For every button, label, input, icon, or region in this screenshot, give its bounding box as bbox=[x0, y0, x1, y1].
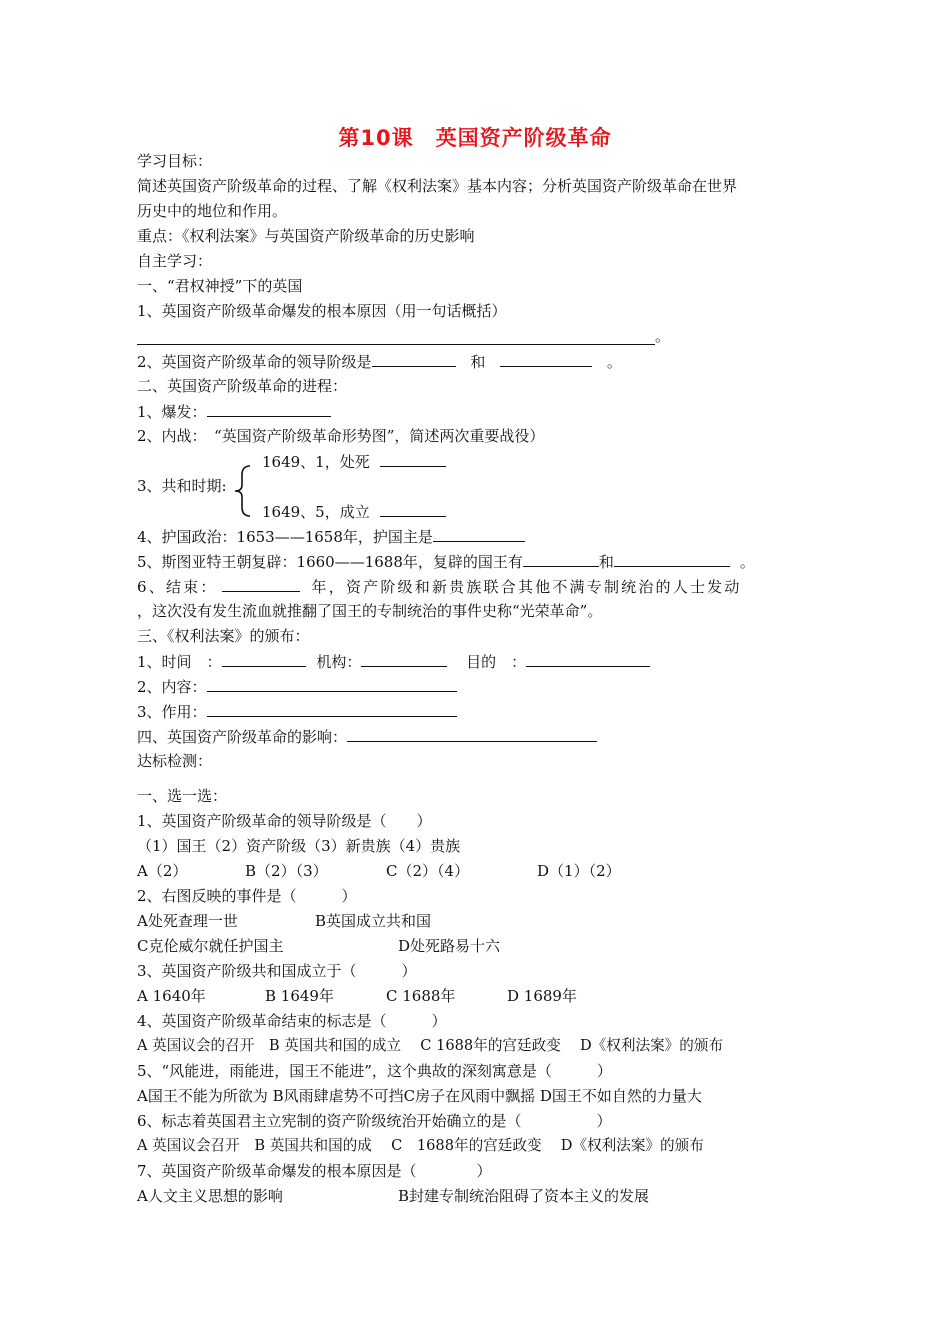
goals-text-1: 简述英国资产阶级革命的过程、了解《权利法案》基本内容；分析英国资产阶级革命在世界 bbox=[137, 177, 738, 195]
self-study-label: 自主学习： bbox=[137, 252, 213, 270]
s2-republic-top: 1649、1，处死 bbox=[262, 451, 446, 472]
answer-blank[interactable] bbox=[433, 526, 525, 542]
left-brace-icon bbox=[232, 465, 254, 517]
answer-blank[interactable] bbox=[207, 701, 457, 717]
section-4-title: 四、英国资产阶级革命的影响： bbox=[137, 726, 597, 747]
q4-options: A 英国议会的召开 B 英国共和国的成立 C 1688年的宫廷政变 D《权利法案》的颁布 bbox=[137, 1037, 724, 1054]
s2-republic-label: 3、共和时期: bbox=[137, 477, 227, 495]
answer-blank[interactable] bbox=[222, 651, 306, 667]
q7: 7、英国资产阶级革命爆发的根本原因是（ ） bbox=[137, 1162, 492, 1180]
s2-question-1: 1、爆发： bbox=[137, 401, 331, 422]
q4: 4、英国资产阶级革命结束的标志是（ ） bbox=[137, 1012, 447, 1030]
section-3-title: 三、《权利法案》的颁布： bbox=[137, 627, 310, 645]
answer-blank[interactable] bbox=[526, 651, 650, 667]
q5-options: A国王不能为所欲为 B风雨肆虐势不可挡C房子在风雨中飘摇 D国王不如自然的力量大 bbox=[137, 1087, 702, 1105]
q7-option-a: A人文主义思想的影响 bbox=[137, 1187, 283, 1205]
q2-option-a: A处死查理一世 bbox=[137, 912, 238, 930]
answer-blank[interactable] bbox=[380, 501, 446, 517]
q6: 6、标志着英国君主立宪制的资产阶级统治开始确立的是（ ） bbox=[137, 1112, 612, 1130]
s1-question-1-answer-line: 。 bbox=[655, 327, 671, 345]
s3-question-2: 2、内容： bbox=[137, 676, 457, 697]
q1-items: （1）国王（2）资产阶级（3）新贵族（4）贵族 bbox=[137, 837, 461, 855]
section-1-title: 一、“君权神授”下的英国 bbox=[137, 277, 303, 295]
s2-question-4: 4、护国政治：1653——1658年，护国主是 bbox=[137, 526, 525, 547]
q1-option-c: C（2）（4） bbox=[386, 862, 470, 880]
s2-republic-bottom: 1649、5，成立 bbox=[262, 501, 446, 522]
page-title: 第10课 英国资产阶级革命 bbox=[338, 126, 612, 150]
q1-option-d: D（1）（2） bbox=[537, 862, 621, 880]
s2-question-6: 6、结束： 年，资产阶级和新贵族联合其他不满专制统治的人士发动 bbox=[137, 578, 742, 596]
q6-options: A 英国议会召开 B 英国共和国的成 C 1688年的宫廷政变 D《权利法案》的颁布 bbox=[137, 1137, 704, 1154]
q2: 2、右图反映的事件是（ ） bbox=[137, 887, 357, 905]
q3-option-b: B 1649年 bbox=[265, 987, 334, 1005]
s1-question-1: 1、英国资产阶级革命爆发的根本原因（用一句话概括） bbox=[137, 302, 507, 320]
answer-blank[interactable] bbox=[523, 551, 599, 567]
q2-option-d: D处死路易十六 bbox=[398, 937, 501, 955]
test-label: 达标检测： bbox=[137, 752, 213, 770]
answer-blank[interactable] bbox=[500, 351, 592, 367]
answer-blank[interactable] bbox=[207, 401, 331, 417]
s2-question-6-cont: ，这次没有发生流血就推翻了国王的专制统治的事件史称“光荣革命”。 bbox=[137, 602, 603, 620]
s3-question-3: 3、作用： bbox=[137, 701, 457, 722]
choice-section-title: 一、选一选： bbox=[137, 787, 228, 805]
q7-option-b: B封建专制统治阻碍了资本主义的发展 bbox=[398, 1187, 650, 1205]
s1-answer-blank[interactable] bbox=[137, 344, 655, 345]
q1-option-a: A（2） bbox=[137, 862, 188, 880]
key-point: 重点：《权利法案》与英国资产阶级革命的历史影响 bbox=[137, 227, 475, 245]
answer-blank[interactable] bbox=[380, 451, 446, 467]
q2-option-b: B英国成立共和国 bbox=[315, 912, 432, 930]
answer-blank[interactable] bbox=[372, 351, 456, 367]
q3: 3、英国资产阶级共和国成立于（ ） bbox=[137, 962, 417, 980]
answer-blank[interactable] bbox=[361, 651, 447, 667]
s2-question-5: 5、斯图亚特王朝复辟：1660——1688年，复辟的国王有 和 。 bbox=[137, 553, 755, 571]
answer-blank[interactable] bbox=[222, 576, 300, 592]
goals-text-2: 历史中的地位和作用。 bbox=[137, 202, 288, 220]
answer-blank[interactable] bbox=[207, 676, 457, 692]
section-2-title: 二、英国资产阶级革命的进程： bbox=[137, 377, 348, 395]
s1-question-2: 2、英国资产阶级革命的领导阶级是 和 。 bbox=[137, 353, 622, 371]
q1: 1、英国资产阶级革命的领导阶级是（ ） bbox=[137, 812, 432, 830]
q5: 5、“风能进，雨能进，国王不能进”，这个典故的深刻寓意是（ ） bbox=[137, 1062, 612, 1080]
q3-option-a: A 1640年 bbox=[137, 987, 206, 1005]
answer-blank[interactable] bbox=[347, 726, 597, 742]
q2-option-c: C克伦威尔就任护国主 bbox=[137, 937, 284, 955]
answer-blank[interactable] bbox=[614, 551, 730, 567]
s3-question-1: 1、时间 ： 机构： 目的 ： bbox=[137, 651, 650, 672]
q3-option-c: C 1688年 bbox=[386, 987, 456, 1005]
q3-option-d: D 1689年 bbox=[507, 987, 577, 1005]
q1-option-b: B（2）（3） bbox=[245, 862, 328, 880]
goals-label: 学习目标： bbox=[137, 152, 213, 170]
s2-question-2: 2、内战： “英国资产阶级革命形势图”，简述两次重要战役） bbox=[137, 427, 545, 445]
